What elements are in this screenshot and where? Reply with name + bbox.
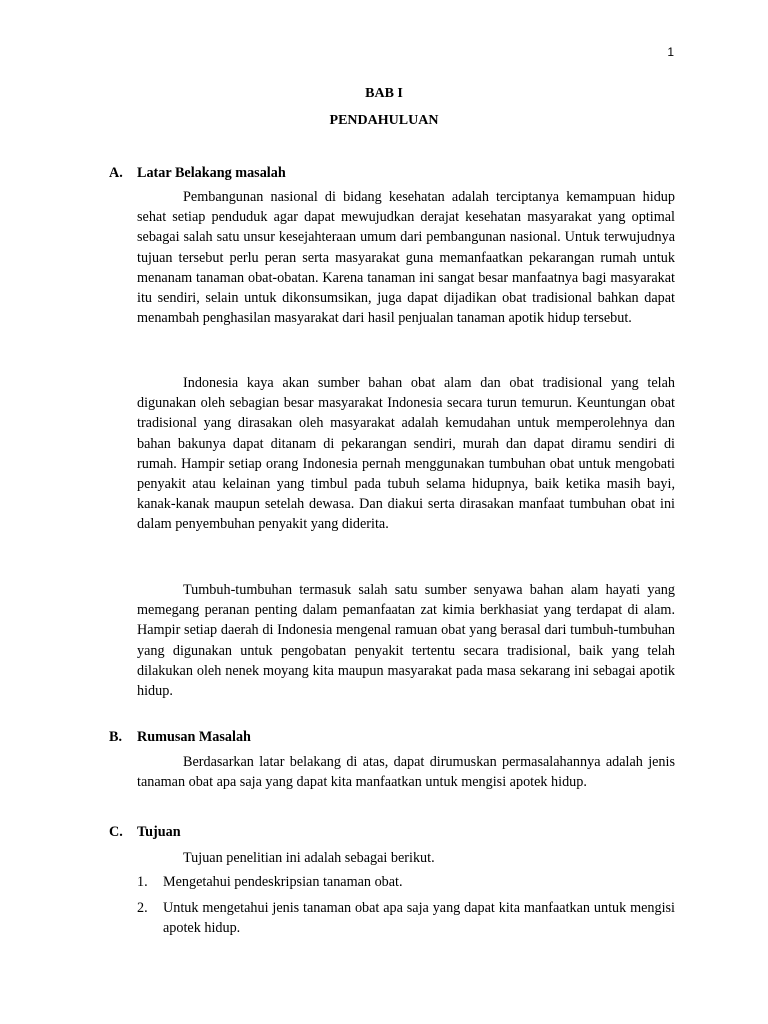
section-heading (109, 727, 675, 747)
paragraph: Tujuan penelitian ini adalah sebagai berikut. (183, 850, 435, 866)
section-heading (109, 822, 675, 842)
chapter-title: PENDAHULUAN (329, 113, 439, 128)
section-heading (109, 163, 675, 183)
list-item (137, 898, 675, 938)
section-title: Rumusan Masalah (137, 729, 251, 745)
list-item-number: 1. (137, 874, 148, 890)
section-paragraph (109, 848, 675, 868)
section-title: Tujuan (137, 824, 181, 840)
chapter-number: BAB I (365, 86, 403, 101)
objective-list (137, 872, 675, 939)
list-item-text: Untuk mengetahui jenis tanaman obat apa saja yang dapat kita manfaatkan untuk mengisi apotek hidup. (163, 900, 675, 937)
section-letter: B. (109, 729, 123, 745)
section-tujuan (109, 822, 675, 842)
section-paragraph (109, 373, 675, 535)
paragraph: Pembangunan nasional di bidang kesehatan adalah terciptanya kemampuan hidup sehat setiap penduduk agar dapat mewujudkan derajat kesehatan masyarakat yang optimal sebagai salah satu unsur kesejahteraan umum dari pembangunan nasional. Untuk terwujudnya tujuan tersebut perlu peran serta masyarakat guna memanfaatkan pekarangan rumah untuk menanam tanaman obat-obatan. Karena tanaman ini sangat besar manfaatnya bagi masyarakat itu sendiri, selain untuk dikonsumsikan, juga dapat dijadikan obat tradisional bahkan dapat menambah penghasilan masyarakat dari hasil penjualan tanaman apotik hidup tersebut. (137, 189, 675, 327)
section-letter: C. (109, 824, 123, 840)
page-number: 1 (667, 45, 674, 59)
section-letter: A. (109, 165, 123, 181)
paragraph: Indonesia kaya akan sumber bahan obat alam dan obat tradisional yang telah digunakan oleh sebagian besar masyarakat Indonesia secara turun temurun. Keuntungan obat tradisional yang dirasakan oleh masyarakat adalah kemudahan untuk memperolehnya dan bahan bakunya dapat ditanam di pekarangan sendiri, murah dan dapat diramu sendiri di rumah. Hampir setiap orang Indonesia pernah menggunakan tumbuhan obat untuk mengobati penyakit atau kelainan yang timbul pada tubuh selama hidupnya, baik ketika masih bayi, kanak-kanak maupun setelah dewasa. Dan diakui serta dirasakan manfaat tumbuhan obat ini dalam penyembuhan penyakit yang diderita. (137, 375, 675, 533)
section-paragraph (109, 580, 675, 701)
section-paragraph (109, 187, 675, 328)
paragraph: Tumbuh-tumbuhan termasuk salah satu sumber senyawa bahan alam hayati yang memegang peranan penting dalam pemanfaatan zat kimia berkhasiat yang terdapat di alam. Hampir setiap daerah di Indonesia mengenal ramuan obat yang berasal dari tumbuh-tumbuhan yang digunakan untuk pengobatan penyakit tertentu secara tradisional, baik yang telah dilakukan oleh nenek moyang kita maupun masyarakat pada masa sekarang ini sebagai apotik hidup. (137, 582, 675, 700)
section-title: Latar Belakang masalah (137, 165, 286, 181)
paragraph: Berdasarkan latar belakang di atas, dapat dirumuskan permasalahannya adalah jenis tanaman obat apa saja yang dapat kita manfaatkan untuk mengisi apotek hidup. (137, 754, 675, 791)
list-item-text: Mengetahui pendeskripsian tanaman obat. (163, 874, 403, 890)
section-latar-belakang (109, 163, 675, 183)
list-item (137, 872, 675, 892)
section-rumusan-masalah (109, 727, 675, 747)
section-paragraph (109, 752, 675, 792)
list-item-number: 2. (137, 900, 148, 917)
